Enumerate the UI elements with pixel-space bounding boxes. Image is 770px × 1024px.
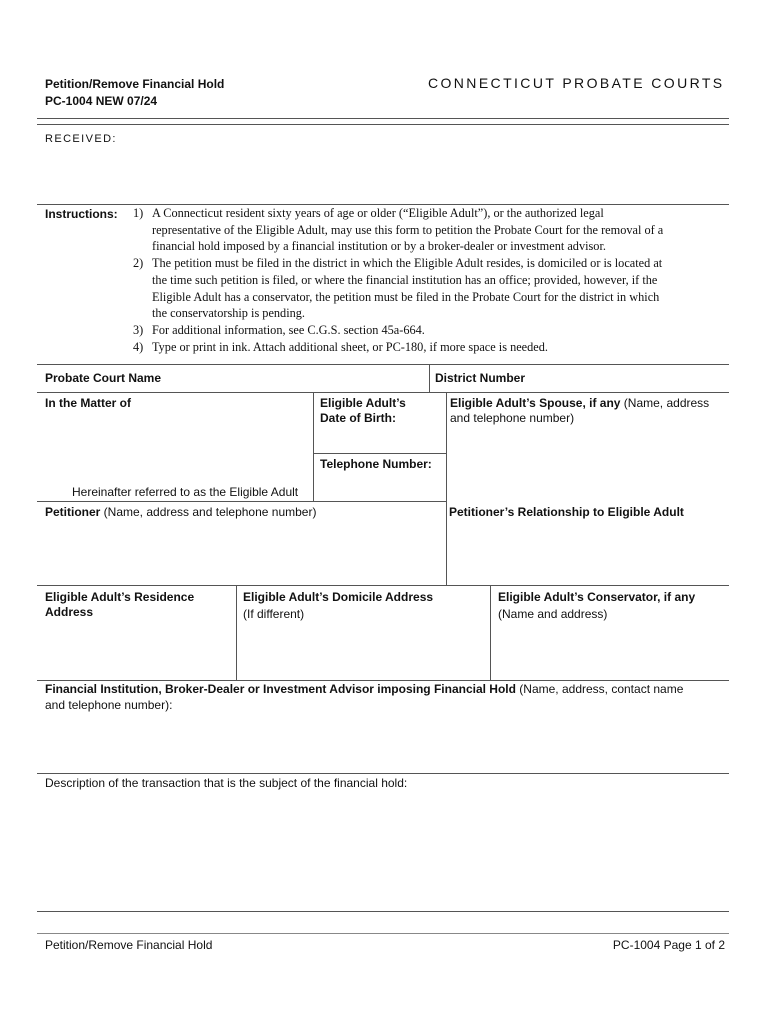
dob-input[interactable] bbox=[316, 428, 442, 452]
instruction-line: For additional information, see C.G.S. section 45a-664. bbox=[152, 322, 425, 337]
domicile-input[interactable] bbox=[240, 624, 486, 676]
spouse-label bbox=[450, 396, 730, 411]
section-rule-transaction bbox=[37, 773, 729, 774]
spouse-hint-line2: and telephone number) bbox=[450, 411, 575, 425]
instructions-list bbox=[133, 205, 728, 355]
instruction-line: the time such petition is filed, or where the financial institution has an office; provided, however, if the bbox=[152, 272, 658, 287]
form-title: Petition/Remove Financial Hold bbox=[45, 77, 225, 91]
section-rule-petitioner bbox=[37, 501, 446, 502]
financial-institution-input[interactable] bbox=[40, 716, 726, 770]
instruction-line: Type or print in ink. Attach additional sheet, or PC-180, if more space is needed. bbox=[152, 339, 548, 354]
divider bbox=[313, 453, 446, 454]
divider bbox=[236, 585, 237, 680]
instruction-number: 2) bbox=[133, 256, 144, 271]
instruction-line: A Connecticut resident sixty years of age or older (“Eligible Adult”), or the authorized legal bbox=[152, 206, 604, 220]
section-rule-court bbox=[37, 364, 729, 365]
instruction-item bbox=[133, 339, 728, 356]
conservator-label: Eligible Adult’s Conservator, if any bbox=[498, 590, 696, 604]
spouse-label-bold: Eligible Adult’s Spouse, if any bbox=[450, 396, 621, 410]
petitioner-input[interactable] bbox=[40, 522, 440, 582]
instructions-label: Instructions: bbox=[45, 207, 118, 221]
footer-rule bbox=[37, 933, 729, 934]
instruction-line: The petition must be filed in the district in which the Eligible Adult resides, is domiciled or is located at bbox=[152, 256, 663, 271]
instruction-number: 1) bbox=[133, 206, 144, 220]
instruction-line: representative of the Eligible Adult, may use this form to petition the Probate Court for the removal of a bbox=[152, 222, 664, 237]
domicile-hint: (If different) bbox=[243, 607, 305, 621]
spouse-hint: (Name, address bbox=[620, 396, 710, 410]
relationship-input[interactable] bbox=[450, 522, 726, 582]
form-number: PC-1004 NEW 07/24 bbox=[45, 94, 158, 108]
divider bbox=[429, 364, 430, 392]
hereinafter-note: Hereinafter referred to as the Eligible Adult bbox=[72, 485, 299, 499]
financial-hint-line2: and telephone number): bbox=[45, 698, 173, 712]
transaction-description-label: Description of the transaction that is the subject of the financial hold: bbox=[45, 776, 408, 790]
dob-label-line2: Date of Birth: bbox=[320, 411, 396, 425]
residence-label-line2: Address bbox=[45, 605, 94, 619]
telephone-number-input[interactable] bbox=[316, 474, 442, 500]
section-rule-addresses bbox=[37, 585, 729, 586]
spouse-input[interactable] bbox=[450, 430, 726, 498]
divider bbox=[446, 392, 447, 585]
transaction-description-input[interactable] bbox=[40, 794, 726, 906]
conservator-hint: (Name and address) bbox=[498, 607, 608, 621]
instruction-number: 3) bbox=[133, 322, 144, 337]
court-heading: CONNECTICUT PROBATE COURTS bbox=[428, 75, 725, 91]
petitioner-hint: (Name, address and telephone number) bbox=[100, 505, 317, 519]
petitioner-label bbox=[45, 505, 316, 520]
section-rule-matter bbox=[37, 392, 729, 393]
conservator-input[interactable] bbox=[495, 624, 726, 676]
telephone-number-label: Telephone Number: bbox=[320, 457, 432, 471]
dob-label-line1: Eligible Adult’s bbox=[320, 396, 406, 410]
relationship-label: Petitioner’s Relationship to Eligible Adult bbox=[449, 505, 684, 519]
petitioner-label-bold: Petitioner bbox=[45, 505, 101, 519]
header-rule-top bbox=[37, 118, 729, 119]
instruction-item bbox=[133, 205, 728, 255]
instruction-line: the conservatorship is pending. bbox=[152, 306, 305, 321]
domicile-label: Eligible Adult’s Domicile Address bbox=[243, 590, 434, 604]
instruction-line: financial hold imposed by a financial institution or by a broker-dealer or investment advisor. bbox=[152, 239, 606, 254]
section-rule-end bbox=[37, 911, 729, 912]
residence-input[interactable] bbox=[40, 624, 232, 676]
instruction-item bbox=[133, 255, 728, 322]
district-number-label: District Number bbox=[435, 371, 526, 385]
received-stamp-area[interactable] bbox=[130, 128, 720, 200]
eligible-adult-name-input[interactable] bbox=[40, 414, 310, 480]
in-the-matter-of-label: In the Matter of bbox=[45, 396, 131, 410]
financial-institution-label bbox=[45, 682, 730, 697]
footer-page-number: PC-1004 Page 1 of 2 bbox=[612, 938, 725, 952]
instruction-item bbox=[133, 322, 728, 339]
residence-label-line1: Eligible Adult’s Residence bbox=[45, 590, 195, 604]
financial-hint: (Name, address, contact name bbox=[515, 682, 684, 696]
divider bbox=[313, 392, 314, 501]
section-rule-financial bbox=[37, 680, 729, 681]
probate-court-name-label: Probate Court Name bbox=[45, 371, 162, 385]
financial-label-bold: Financial Institution, Broker-Dealer or Investment Advisor imposing Financial Hold bbox=[45, 682, 516, 696]
divider bbox=[490, 585, 491, 680]
instruction-number: 4) bbox=[133, 339, 144, 354]
header-rule-bottom bbox=[37, 124, 729, 125]
instruction-line: Eligible Adult has a conservator, the petition must be filed in the Probate Court for the district in which bbox=[152, 289, 660, 304]
footer-form-title: Petition/Remove Financial Hold bbox=[45, 938, 213, 952]
received-label: RECEIVED: bbox=[45, 133, 117, 145]
